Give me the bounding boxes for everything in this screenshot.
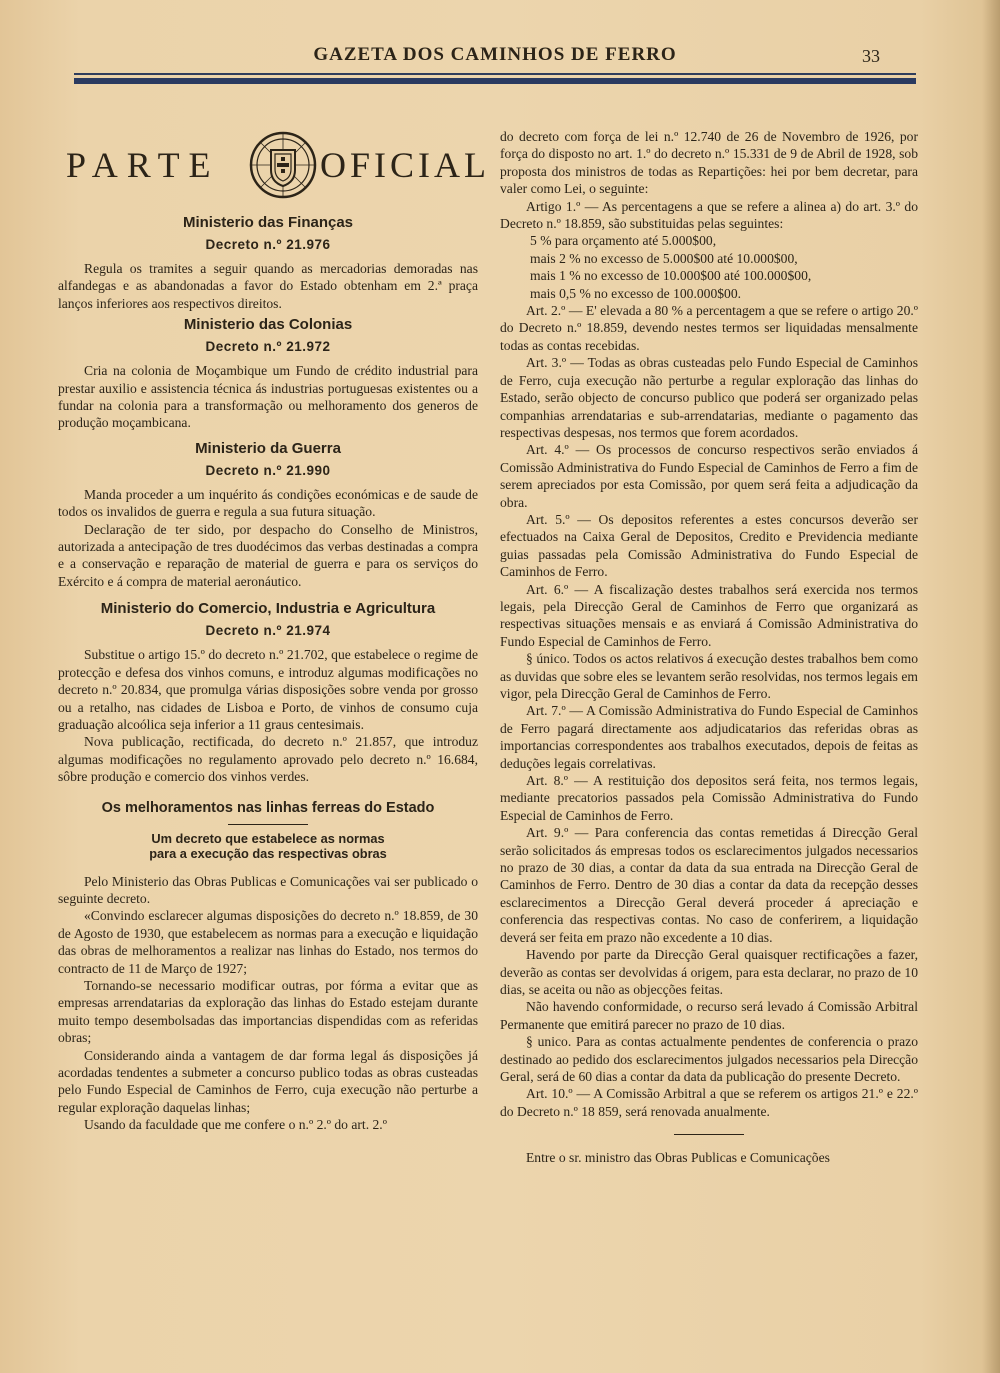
- page-number: 33: [862, 46, 880, 66]
- percentage-line: mais 2 % no excesso de 5.000$00 até 10.000$00,: [530, 250, 798, 266]
- ministry-heading: Ministerio das Colonias: [183, 316, 353, 334]
- coat-of-arms-icon: [248, 130, 318, 200]
- ministry-heading: Ministerio do Comercio, Industria e Agricultura: [100, 600, 436, 618]
- article-paragraph: Tornando-se necessario modificar outras, por fórma a evitar que as empresas arrendatarias da exploração das linhas do Estado estejam durante muito tempo desembolsadas das importancias dispendidas com as referidas obras;: [58, 977, 478, 1046]
- percentage-line: 5 % para orçamento até 5.000$00,: [530, 233, 717, 249]
- decree-number: Decreto n.º 21.974: [205, 623, 331, 639]
- article-clause: Art. 5.º — Os depositos referentes a estes concursos deverão ser efectuados na Caixa Geral de Depositos, Credito e Previdencia mediante guias passadas pela Comissão Administrativa do Fundo Especial de Caminhos de Ferro.: [500, 511, 918, 580]
- decree-summary: Nova publicação, rectificada, do decreto n.º 21.857, que introduz algumas modificações no regulamento aprovado pelo decreto n.º 16.684, sôbre produção e comercio dos vinhos verdes.: [58, 734, 478, 785]
- article-clause: Art. 6.º — A fiscalização destes trabalhos será exercida nos termos legais, pela Direcção Geral de Caminhos de Ferro que organizará as respectivas situações mensais e as enviará á Comissão Administrativa do Fundo Especial de Caminhos de Ferro.: [500, 581, 918, 649]
- section-title: [58, 130, 490, 210]
- header-rule-thick: [74, 78, 916, 84]
- decree-summary: Regula os tramites a seguir quando as mercadorias demoradas nas alfandegas e as abandonadas a favor do Estado obtenham em 2.ª praça lanços inferiores aos respectivos direitos.: [58, 261, 478, 311]
- section-title-right: OFICIAL: [320, 145, 490, 185]
- article-clause: Havendo por parte da Direcção Geral quaisquer rectificações a fazer, deverão as contas ser devolvidas á origem, para esta declarar, no prazo de 10 dias, se aceita ou não as objecções feitas.: [500, 947, 918, 997]
- article-paragraph: Usando da faculdade que me confere o n.º 2.º do art. 2.º: [84, 1117, 387, 1133]
- article-subheading-line: Um decreto que estabelece as normas: [151, 830, 385, 846]
- article-subheading: [58, 831, 478, 861]
- decree-summary: Substitue o artigo 15.º do decreto n.º 21.702, que estabelece o regime de protecção e defesa dos vinhos comuns, e introduz algumas modificações no decreto n.º 20.834, que promulga várias disposições sobre venda por grosso ou a retalho, nas cidades de Lisboa e Porto, de vinhos de consumo cuja graduação alcoólica seja inferior a 11 graus centesimais.: [58, 647, 478, 732]
- decree-number: Decreto n.º 21.990: [205, 462, 331, 478]
- percentage-line: mais 0,5 % no excesso de 100.000$00.: [530, 285, 742, 301]
- article-paragraph: Entre o sr. ministro das Obras Publicas e Comunicações: [526, 1150, 830, 1166]
- right-column: [500, 128, 918, 1167]
- decree-number: Decreto n.º 21.972: [205, 339, 331, 355]
- left-column: [58, 130, 490, 1134]
- article-paragraph: Considerando ainda a vantagem de dar forma legal ás disposições já acordadas tendentes a submeter a concurso publico todas as obras custeadas pelo Fundo Especial de Caminhos de Ferro, cuja execução não perturbe a regular exploração daquelas linhas;: [58, 1047, 478, 1115]
- article-clause: Art. 7.º — A Comissão Administrativa do Fundo Especial de Caminhos de Ferro pagará directamente aos adjudicatarios das referidas obras as importancias correspondentes aos trabalhos executados, depois de feitas as deduções legais correlativas.: [500, 703, 918, 771]
- ministry-heading: Ministerio da Guerra: [195, 439, 341, 457]
- article-paragraph: do decreto com força de lei n.º 12.740 de 26 de Novembro de 1926, por força do disposto no art. 1.º do decreto n.º 15.331 de 9 de Abril de 1928, sob proposta dos ministros de todas as Repartições: hei por bem decretar, para valer como Lei, o seguinte:: [500, 129, 918, 197]
- article-subheading-line: para a execução das respectivas obras: [149, 845, 387, 861]
- article-clause: Art. 10.º — A Comissão Arbitral a que se referem os artigos 21.º e 22.º do Decreto n.º 18 859, será renovada anualmente.: [500, 1086, 918, 1119]
- article-clause: Art. 8.º — A restituição dos depositos será feita, nos termos legais, mediante precatorios passados pela Comissão Administrativa do Fundo Especial de Caminhos de Ferro.: [500, 773, 918, 823]
- article-clause: Artigo 1.º — As percentagens a que se refere a alinea a) do art. 3.º do Decreto n.º 18.859, são substituidas pelas seguintes:: [500, 198, 918, 232]
- article-clause: Art. 4.º — Os processos de concurso respectivos serão enviados á Comissão Administrativa do Fundo Especial de Caminhos de Ferro a fim de serem apreciados por esta Comissão, por quem será feita a adjudicação da obra.: [500, 442, 918, 510]
- percentage-line: mais 1 % no excesso de 10.000$00 até 100.000$00,: [530, 268, 812, 284]
- section-title-left: PARTE: [66, 145, 220, 185]
- article-clause: § único. Todos os actos relativos á execução destes trabalhos bem como as duvidas que sobre eles se levantem serão resolvidas, nos termos legais em vigor, pela Direcção Geral de Caminhos de Ferro.: [500, 651, 918, 701]
- article-paragraph: Pelo Ministerio das Obras Publicas e Comunicações vai ser publicado o seguinte decreto.: [58, 873, 478, 906]
- header-rule-thin: [74, 73, 916, 75]
- decree-summary: Declaração de ter sido, por despacho do Conselho de Ministros, autorizada a antecipação de tres duodécimos das verbas destinadas a compra e a conservação e reparação de material de guerra e para os serviços do Exército e á compra de material aeronáutico.: [58, 521, 478, 589]
- newspaper-title: GAZETA DOS CAMINHOS DE FERRO: [313, 44, 677, 65]
- article-clause: Não havendo conformidade, o recurso será levado á Comissão Arbitral Permanente que emitirá parecer no prazo de 10 dias.: [500, 999, 918, 1032]
- article-clause: Art. 3.º — Todas as obras custeadas pelo Fundo Especial de Caminhos de Ferro, cuja execução não perturbe a regular exploração das linhas do Estado, serão objecto de concurso publico que poderá ser organizado pelas companhias arrendatarias e sub-arrendatarias, mediante o pagamento das respectivas despesas, nos termos que forem acordados.: [500, 355, 918, 440]
- divider: [228, 824, 308, 825]
- article-clause: Art. 9.º — Para conferencia das contas remetidas á Direcção Geral serão solicitados ás empresas todos os esclarecimentos julgados necessarios no prazo de 30 dias, a contar da data da sua entrada na Direcção Geral de Caminhos de Ferro. Dentro de 30 dias a contar da data da recepção desses esclarecimentos a Direcção Geral deverá proceder á apreciação e conferencia das respectivas contas. No caso de conferirem, a liquidação deverá ser feita em prazo não excedente a 10 dias.: [500, 825, 918, 945]
- article-heading: Os melhoramentos nas linhas ferreas do Estado: [101, 799, 435, 816]
- page-edge-shadow: [982, 0, 1000, 1373]
- article-clause: § unico. Para as contas actualmente pendentes de conferencia o prazo destinado ao pedido dos esclarecimentos julgados necessarios pela Direcção Geral, será de 60 dias a contar da data da publicação do presente Decreto.: [500, 1034, 918, 1084]
- article-paragraph: «Convindo esclarecer algumas disposições do decreto n.º 18.859, de 30 de Agosto de 1930, que estabelecem as normas para a execução e liquidação das obras de melhoramentos a realizar nas linhas do Estado, nos termos do contracto de 11 de Março de 1927;: [58, 908, 478, 976]
- decree-summary: Cria na colonia de Moçambique um Fundo de crédito industrial para prestar auxilio e assistencia técnica ás industrias portuguesas existentes ou a fundar na colonia para a transformação ou melhoramento dos generos de produção moçambicana.: [58, 363, 478, 431]
- decree-summary: Manda proceder a um inquérito ás condições económicas e de saude de todos os invalidos de guerra e regula a sua futura situação.: [58, 486, 478, 520]
- article-clause: Art. 2.º — E' elevada a 80 % a percentagem a que se refere o artigo 20.º do Decreto n.º 18.859, devendo nestes termos ser liquidadas mensalmente todas as contas recebidas.: [500, 303, 918, 353]
- decree-number: Decreto n.º 21.976: [205, 237, 331, 252]
- ministry-heading: Ministerio das Finanças: [182, 214, 354, 231]
- divider: [674, 1134, 744, 1135]
